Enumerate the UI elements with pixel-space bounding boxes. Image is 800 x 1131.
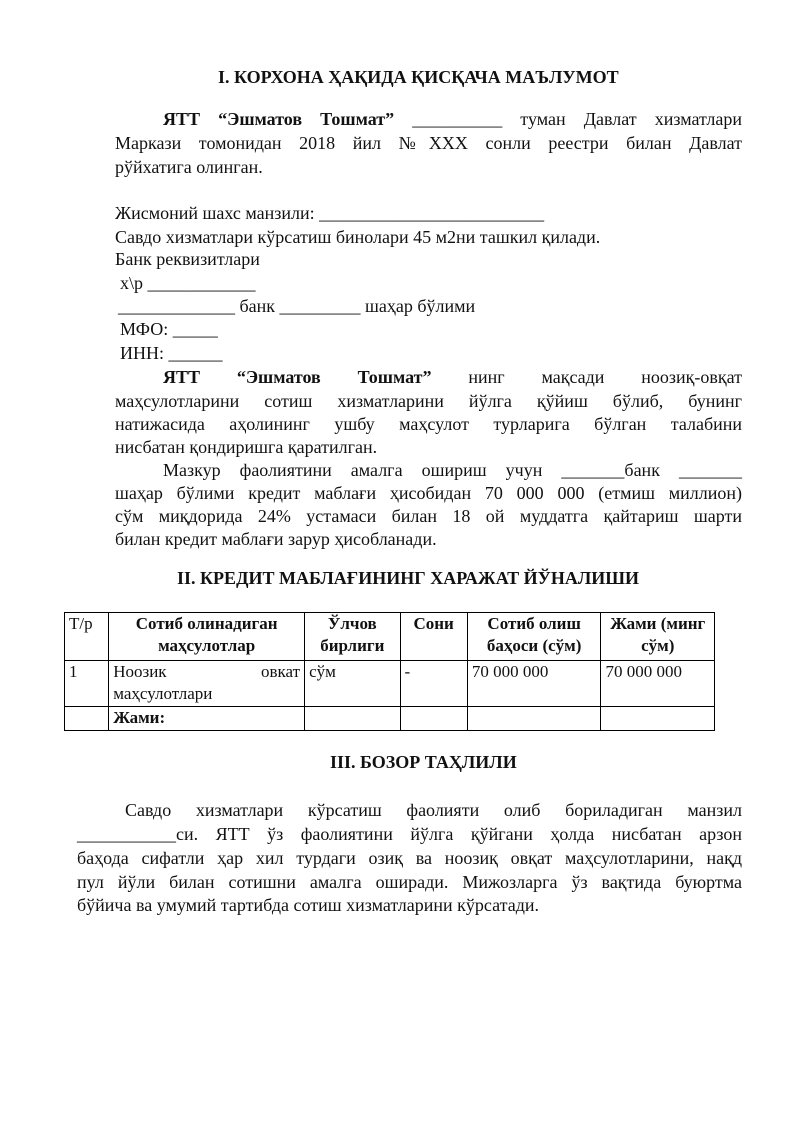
total-label: Жами: bbox=[109, 707, 305, 731]
market-line-1: Савдо хизматлари кўрсатиш фаолияти олиб бориладиган манзил bbox=[125, 800, 742, 820]
column-header-price: Сотиб олиш баҳоси (сўм) bbox=[467, 613, 601, 661]
goal-line-2: маҳсулотларини сотиш хизматларини йўлга қўйиш бўлиб, бунинг bbox=[115, 391, 742, 411]
table-header-row bbox=[65, 613, 715, 661]
column-header-no: Т/р bbox=[65, 613, 109, 661]
goal-line-3: натижасида аҳолининг ушбу маҳсулот турларига бўлган талабини bbox=[115, 414, 742, 434]
cell-quantity: - bbox=[400, 661, 467, 707]
total-cell-empty-5 bbox=[601, 707, 715, 731]
company-name: ЯТТ “Эшматов Тошмат” bbox=[163, 109, 395, 129]
bank-branch-line: _____________ банк _________ шаҳар бўлими bbox=[118, 296, 476, 316]
market-line-4: пул йўли билан сотишни амалга оширади. Мижозларга ўз вақтида буюртма bbox=[77, 872, 742, 892]
goal-line-1-text: нинг мақсади ноозиқ-овқат bbox=[468, 367, 743, 387]
column-header-item: Сотиб олинадиган маҳсулотлар bbox=[109, 613, 305, 661]
cell-no: 1 bbox=[65, 661, 109, 707]
market-line-2: ___________си. ЯТТ ўз фаолиятини йўлга қўйгани ҳолда нисбатан арзон bbox=[77, 824, 742, 844]
premises-line: Савдо хизматлари кўрсатиш бинолари 45 м2ни ташкил қилади. bbox=[115, 227, 601, 247]
credit-line-2: шаҳар бўлими кредит маблағи ҳисобидан 70 000 000 (етмиш миллион) bbox=[115, 483, 742, 503]
total-cell-empty-1 bbox=[65, 707, 109, 731]
cell-item-line-1: Ноозик овкат bbox=[113, 662, 301, 681]
section-heading-2: II. КРЕДИТ МАБЛАҒИНИНГ ХАРАЖАТ ЙЎНАЛИШИ bbox=[177, 568, 640, 588]
goal-line-1 bbox=[115, 365, 742, 389]
market-line-3: баҳода сифатли ҳар хил турдаги озиқ ва ноозиқ овқат маҳсулотларини, нақд bbox=[77, 848, 742, 868]
column-header-quantity: Сони bbox=[400, 613, 467, 661]
total-cell-empty-4 bbox=[467, 707, 601, 731]
address-line: Жисмоний шахс манзили: _________________________ bbox=[115, 203, 545, 223]
cell-total: 70 000 000 bbox=[601, 661, 715, 707]
table-total-row bbox=[65, 707, 715, 731]
column-header-unit: Ўлчов бирлиги bbox=[305, 613, 400, 661]
intro-line-1 bbox=[115, 107, 742, 131]
inn-line: ИНН: ______ bbox=[120, 343, 223, 363]
credit-line-3: сўм миқдорида 24% устамаси билан 18 ой муддатга қайтариш шарти bbox=[115, 506, 742, 526]
goal-line-4: нисбатан қондиришга қаратилган. bbox=[115, 437, 378, 457]
credit-line-1: Мазкур фаолиятини амалга ошириш учун _______банк _______ bbox=[163, 460, 742, 480]
market-line-5: бўйича ва умумий тартибда сотиш хизматларини кўрсатади. bbox=[77, 895, 540, 915]
total-cell-empty-3 bbox=[400, 707, 467, 731]
section-heading-3: III. БОЗОР ТАҲЛИЛИ bbox=[330, 752, 517, 772]
column-header-total: Жами (минг сўм) bbox=[601, 613, 715, 661]
expense-table bbox=[64, 612, 715, 731]
intro-line-1-text: __________ туман Давлат хизматлари bbox=[412, 109, 743, 129]
credit-line-4: билан кредит маблағи зарур ҳисобланади. bbox=[115, 529, 437, 549]
cell-unit: сўм bbox=[305, 661, 400, 707]
intro-line-3: рўйхатига олинган. bbox=[115, 157, 263, 177]
cell-item-line-2: маҳсулотлари bbox=[113, 684, 213, 703]
cell-price: 70 000 000 bbox=[467, 661, 601, 707]
table-row bbox=[65, 661, 715, 707]
bank-account-line: х\р ____________ bbox=[120, 273, 256, 293]
section-heading-1: I. КОРХОНА ҲАҚИДА ҚИСҚАЧА МАЪЛУМОТ bbox=[218, 67, 619, 87]
goal-company-name: ЯТТ “Эшматов Тошмат” bbox=[163, 367, 432, 387]
bank-details-title: Банк реквизитлари bbox=[115, 249, 260, 269]
total-cell-empty-2 bbox=[305, 707, 400, 731]
mfo-line: МФО: _____ bbox=[120, 319, 218, 339]
intro-line-2: Маркази томонидан 2018 йил №XXX сонли реестри билан Давлат bbox=[115, 133, 742, 153]
cell-item bbox=[109, 661, 305, 707]
